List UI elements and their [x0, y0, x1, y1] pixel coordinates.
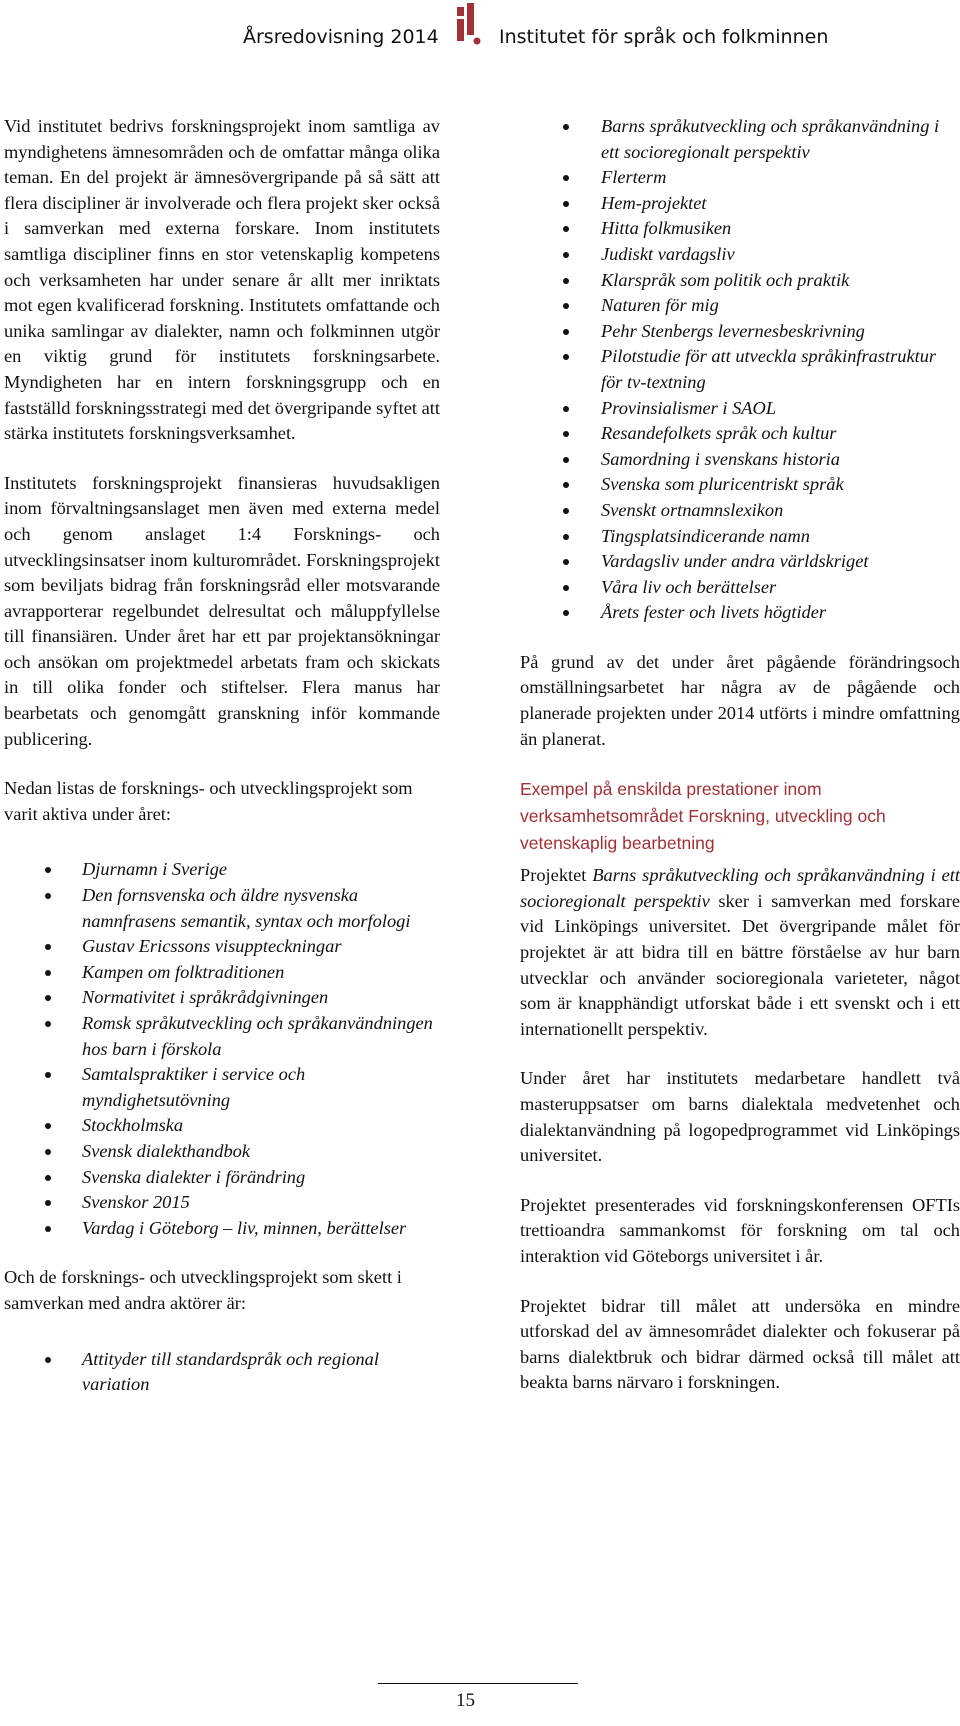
list-item-label: Klarspråk som politik och praktik: [601, 269, 850, 290]
list-item: [520, 216, 960, 242]
bullet-icon: [563, 559, 569, 565]
list-item: [4, 934, 440, 960]
list-item-label: Judiskt vardagsliv: [601, 243, 735, 264]
bullet-icon: [563, 508, 569, 514]
list-item-label: Barns språkutveckling och språkanvändning i ett socioregionalt perspektiv: [601, 116, 940, 162]
list-item: [520, 114, 960, 165]
bullet-icon: [563, 431, 569, 437]
bullet-icon: [563, 329, 569, 335]
list-item-label: Svenska som pluricentriskt språk: [601, 474, 844, 495]
list-item: [4, 1062, 440, 1113]
example-prefix: Projektet: [520, 865, 593, 886]
bullet-icon: [563, 457, 569, 463]
list-item: [4, 857, 440, 883]
bullet-icon: [45, 1021, 51, 1027]
list-item: [520, 396, 960, 422]
list-item-label: Pilotstudie för att utveckla språkinfrastruktur för tv-textning: [601, 346, 937, 392]
right-column: [520, 114, 960, 1420]
list-item-label: Attityder till standardspråk och regional variation: [82, 1348, 379, 1395]
list-item-label: Normativitet i språkrådgivningen: [82, 987, 329, 1008]
list-item-label: Samtalspraktiker i service och myndighetsutövning: [82, 1064, 306, 1110]
goal-paragraph: Projektet bidrar till målet att undersöka en mindre utforskad del av ämnesområdet dialekter och fokuserar på barns dialektbruk och bidrar därmed också till målet att beakta barns närvaro i forskningen.: [520, 1295, 960, 1393]
list-item-label: Vardagsliv under andra världskriget: [601, 551, 869, 572]
collab-intro-paragraph: Och de forsknings- och utvecklingsprojekt som skett i samverkan med andra aktörer är:: [4, 1267, 402, 1313]
list-item-label: Gustav Ericssons visuppteckningar: [82, 936, 342, 957]
list-item: [4, 1190, 440, 1216]
bullet-icon: [45, 867, 51, 873]
list-item-label: Svenskor 2015: [82, 1192, 190, 1213]
bullet-icon: [45, 1175, 51, 1181]
bullet-icon: [45, 1072, 51, 1078]
list-item: [4, 883, 440, 934]
list-item: [4, 1165, 440, 1191]
bullet-icon: [563, 610, 569, 616]
list-item: [4, 960, 440, 986]
list-item-label: Tingsplatsindicerande namn: [601, 525, 810, 546]
page-header: [0, 0, 960, 60]
list-item: [520, 268, 960, 294]
list-item: [520, 344, 960, 395]
bullet-icon: [45, 970, 51, 976]
list-item: [520, 524, 960, 550]
intro-paragraph: Vid institutet bedrivs forskningsprojekt inom samtliga av myndighetens ämnesområden och de omfattar många olika teman. En del projekt är ämnesövergripande på så sätt att flera discipliner är involverade och flera projekt sker också i samverkan med externa forskare. Inom institutets samtliga discipliner finns en stor vetenskaplig kompetens och verksamheten har under senare år allt mer inriktats mot egen kvalificerad forskning. Institutets omfattande och unika samlingar av dialekter, namn och folkminnen utgör en viktig grund för institutets forskningsarbete. Myndigheten har en intern forskningsgrupp och en fastställd forskningsstrategi med det övergripande syftet att stärka institutets forskningsverksamhet.: [4, 116, 440, 444]
list-item-label: Pehr Stenbergs levernesbeskrivning: [601, 320, 865, 341]
list-item-label: Årets fester och livets högtider: [601, 602, 827, 623]
bullet-icon: [45, 893, 51, 899]
list-item-label: Vardag i Göteborg – liv, minnen, berättelser: [82, 1217, 407, 1238]
bullet-icon: [563, 175, 569, 181]
list-item-label: Svenskt ortnamnslexikon: [601, 499, 784, 520]
list-item: [4, 985, 440, 1011]
list-item: [520, 293, 960, 319]
page-number: 15: [456, 1690, 475, 1711]
bullet-icon: [563, 226, 569, 232]
bullet-icon: [563, 278, 569, 284]
list-item: [520, 191, 960, 217]
list-item-label: Våra liv och berättelser: [601, 576, 777, 597]
list-item: [520, 242, 960, 268]
list-item: [520, 575, 960, 601]
collab-projects-list-continued: [520, 114, 960, 626]
master-theses-paragraph: Under året har institutets medarbetare handlett två masteruppsatser om barns dialektala medvetenhet och dialektanvändning på logopedprogrammet vid Linköpings universitet.: [520, 1068, 960, 1166]
bullet-icon: [45, 1226, 51, 1232]
institute-logo-icon: [455, 3, 481, 47]
section-heading: Exempel på enskilda prestationer inom verksamhetsområdet Forskning, utveckling och vetenskaplig bearbetning: [520, 779, 886, 854]
bullet-icon: [563, 303, 569, 309]
bullet-icon: [45, 995, 51, 1001]
list-item: [520, 498, 960, 524]
bullet-icon: [563, 201, 569, 207]
list-item-label: Resandefolkets språk och kultur: [601, 423, 837, 444]
list-item-label: Hem-projektet: [601, 192, 707, 213]
projects-list: [4, 857, 440, 1241]
report-title: Årsredovisning 2014: [243, 26, 439, 48]
list-item: [520, 319, 960, 345]
funding-paragraph: Institutets forskningsprojekt finansieras huvudsakligen inom förvaltningsanslaget men även med externa medel och genom anslaget 1:4 Forsknings- och utvecklingsinsatser inom kulturområdet. Forskningsprojekt som beviljats bidrag från forskningsråd eller motsvarande avrapporterar regelbundet delresultat och måluppfyllelse till finansiären. Under året har ett par projektansökningar och ansökan om projektmedel arbetats fram och skickats in till olika fonder och stiftelser. Flera manus har bearbetats och genomgått granskning inför kommande publicering.: [4, 472, 440, 749]
example-description: sker i samverkan med forskare vid Linköpings universitet. Det övergripande målet för projektet är att bidra till en bättre förståelse av hur barn utvecklar och använder socioregionala varieteter, något som är knapphändigt utforskat både i ett svenskt och i ett internationellt perspektiv.: [520, 890, 960, 1039]
bullet-icon: [563, 482, 569, 488]
list-item-label: Den fornsvenska och äldre nysvenska namnfrasens semantik, syntax och morfologi: [82, 885, 411, 931]
bullet-icon: [563, 124, 569, 130]
list-item: [4, 1113, 440, 1139]
bullet-icon: [45, 944, 51, 950]
list-item-label: Romsk språkutveckling och språkanvändningen hos barn i förskola: [82, 1013, 433, 1059]
list-item-label: Samordning i svenskans historia: [601, 448, 840, 469]
collab-projects-list: [4, 1347, 440, 1398]
list-item-label: Stockholmska: [82, 1115, 184, 1136]
list-item: [520, 472, 960, 498]
list-item-label: Naturen för mig: [601, 295, 719, 316]
list-item-label: Djurnamn i Sverige: [82, 859, 228, 880]
list-item-label: Svensk dialekthandbok: [82, 1140, 251, 1161]
bullet-icon: [45, 1123, 51, 1129]
status-paragraph: På grund av det under året pågående förändringsoch omställningsarbetet har några av de pågående och planerade projekten under 2014 utförts i mindre omfattning än planerat.: [520, 651, 960, 749]
list-item-label: Flerterm: [601, 167, 667, 188]
projects-intro-paragraph: Nedan listas de forsknings- och utvecklingsprojekt som varit aktiva under året:: [4, 778, 413, 824]
list-item: [4, 1011, 440, 1062]
list-item: [4, 1216, 440, 1242]
list-item-label: Hitta folkmusiken: [601, 218, 732, 239]
list-item: [4, 1139, 440, 1165]
bullet-icon: [563, 585, 569, 591]
list-item-label: Svenska dialekter i förändring: [82, 1166, 306, 1187]
list-item-label: Kampen om folktraditionen: [82, 961, 285, 982]
bullet-icon: [45, 1149, 51, 1155]
example-paragraph: [520, 863, 960, 1042]
bullet-icon: [563, 354, 569, 360]
bullet-icon: [563, 252, 569, 258]
list-item: [520, 421, 960, 447]
list-item: [520, 600, 960, 626]
bullet-icon: [45, 1200, 51, 1206]
bullet-icon: [45, 1357, 51, 1363]
example-project-title: Barns språkutveckling och språkanvändning i ett socioregionalt perspektiv: [520, 865, 960, 911]
list-item: [520, 165, 960, 191]
left-column: [4, 114, 440, 1422]
list-item: [4, 1347, 440, 1398]
bullet-icon: [563, 534, 569, 540]
footer-divider: [378, 1683, 578, 1684]
list-item: [520, 549, 960, 575]
conference-paragraph: Projektet presenterades vid forskningskonferensen OFTIs trettioandra sammankomst för forskning om tal och interaktion vid Göteborgs universitet i år.: [520, 1194, 960, 1266]
institute-name: Institutet för språk och folkminnen: [499, 26, 829, 48]
list-item: [520, 447, 960, 473]
bullet-icon: [563, 406, 569, 412]
list-item-label: Provinsialismer i SAOL: [601, 397, 777, 418]
